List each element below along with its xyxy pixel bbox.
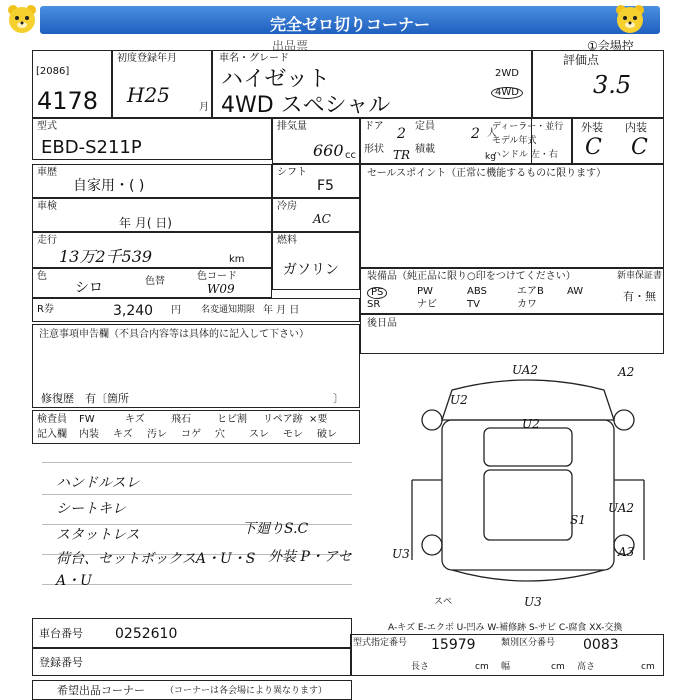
inspector-item: モレ — [283, 429, 303, 440]
doors-value: 2 — [397, 126, 406, 142]
lot-number: 4178 — [37, 87, 99, 115]
yen-unit: 円 — [171, 305, 181, 316]
sales-points-box — [360, 164, 664, 268]
name-label: 車名・グレード — [219, 53, 289, 64]
sheet-top-title: 出品票 — [272, 39, 309, 53]
remark-6: 下廻りS.C — [242, 521, 309, 537]
lot-cell — [32, 50, 112, 118]
cc-unit: cc — [345, 150, 356, 161]
inspector-item: 内装 — [79, 429, 99, 440]
mark-u3-left: U3 — [392, 547, 410, 561]
shift-label: シフト — [277, 167, 307, 178]
type-value: 15979 — [431, 637, 476, 653]
displacement-value: 660 — [313, 141, 344, 160]
mark-s1: S1 — [570, 513, 586, 527]
shape-value: TR — [393, 148, 411, 162]
reg-year-value: H25 — [127, 83, 170, 107]
auction-sheet — [32, 39, 664, 700]
dealer-label: ディーラー・並行 — [492, 122, 564, 132]
inspector-item: 飛石 — [171, 414, 191, 425]
displacement-label: 排気量 — [277, 121, 307, 132]
height-cm: cm — [641, 662, 655, 672]
equipment-item: PS — [367, 287, 387, 299]
color-value: シロ — [75, 280, 103, 296]
fuel-label: 燃料 — [277, 235, 297, 246]
mileage-cell — [32, 232, 272, 268]
new-car-value: 有・無 — [623, 290, 656, 303]
inspector-item: リペア跡 — [263, 414, 303, 425]
width-label: 幅 — [501, 662, 511, 672]
corner-title: 希望出品コーナー — [57, 684, 145, 697]
spare-label: スペ — [434, 597, 453, 607]
car-outline-icon — [392, 360, 664, 620]
equipment-item: カワ — [517, 299, 537, 310]
bear-mascot-left-icon — [4, 2, 40, 38]
fuel-value: ガソリン — [283, 262, 339, 278]
equipment-item: AW — [567, 286, 584, 297]
banner-title: 完全ゼロ切りコーナー — [269, 15, 430, 34]
remark-3: スタットレス — [56, 527, 140, 543]
model-value: EBD-S211P — [41, 137, 142, 158]
chassis-cell — [32, 618, 352, 648]
usage-value: 自家用・( ) — [73, 178, 145, 194]
recycle-cell — [32, 298, 360, 322]
equipment-item: ナビ — [417, 299, 437, 310]
chassis-value: 0252610 — [115, 626, 178, 642]
corner-note: （コーナーは各会場により異なります） — [165, 686, 328, 696]
interior-label: 内装 — [625, 121, 647, 134]
inspector-label: 検査員 — [37, 414, 67, 425]
equipment-box — [360, 268, 664, 314]
length-label: 長さ — [411, 662, 430, 672]
mark-u3-rear: U3 — [524, 595, 542, 609]
mark-a2: A2 — [618, 365, 635, 379]
inspection-value: 年 月( 日) — [119, 216, 172, 230]
mark-a3: A3 — [618, 545, 635, 559]
usage-label: 車歴 — [37, 167, 57, 178]
handle-label: ハンドル 左・右 — [492, 150, 558, 160]
inspection-label: 車検 — [37, 201, 57, 212]
remark-5: A・U — [56, 573, 92, 589]
drive-2wd: 2WD — [495, 68, 519, 79]
dealer-cell — [492, 118, 572, 164]
registration-label: 登録番号 — [39, 656, 83, 669]
score-label: 評価点 — [563, 53, 600, 67]
registration-cell — [32, 648, 352, 676]
load-label: 積載 — [415, 144, 435, 155]
fuel-cell — [272, 232, 360, 290]
category-value: 0083 — [583, 637, 619, 653]
recycle-value: 3,240 — [113, 303, 154, 319]
height-label: 高さ — [577, 662, 596, 672]
mileage-label: 走行 — [37, 235, 57, 246]
color-code-value: W09 — [207, 282, 235, 296]
inspector-item: FW — [79, 414, 95, 425]
capacity-label: 定員 — [415, 121, 435, 132]
category-label: 類別区分番号 — [501, 638, 556, 648]
bear-mascot-right-icon — [612, 2, 648, 38]
chassis-label: 車台番号 — [39, 627, 83, 640]
inspector-item: ヒビ割 — [217, 414, 247, 425]
remark-4: 荷台、セットボックスA・U・S — [56, 551, 256, 567]
equipment-item: TV — [467, 299, 480, 310]
remark-2: シートキレ — [56, 501, 126, 517]
drive-4wd: 4WD — [491, 87, 523, 99]
equipment-item: ABS — [467, 286, 487, 297]
inspector-item: 汚レ — [147, 429, 167, 440]
km-unit: km — [229, 254, 245, 265]
vehicle-grade: 4WD スペシャル — [221, 93, 391, 118]
rear-items-label: 後日品 — [367, 318, 397, 329]
equipment-label: 装備品（純正品に限り○印をつけてください） — [367, 271, 576, 282]
kg-unit: kg — [485, 152, 496, 162]
model-label: 型式 — [37, 121, 57, 132]
name-grade-cell — [212, 50, 532, 118]
color-cell — [32, 268, 272, 298]
deadline-value: 年 月 日 — [263, 305, 300, 316]
new-car-label: 新車保証書 — [617, 271, 663, 281]
lot-sub: [2086] — [36, 66, 70, 77]
entry-label: 記入欄 — [37, 429, 67, 440]
capacity-value: 2 — [471, 126, 480, 142]
car-diagram — [392, 360, 664, 620]
displacement-cell — [272, 118, 360, 164]
mark-u2-left: U2 — [450, 393, 468, 407]
mark-ua2-right: UA2 — [608, 501, 635, 515]
color-change-label: 色替 — [145, 276, 165, 287]
venue-copy-label: ①会場控 — [587, 39, 634, 53]
inspection-cell — [32, 198, 272, 232]
exterior-label: 外装 — [581, 121, 603, 134]
color-label: 色 — [37, 271, 47, 282]
remark-1: ハンドルスレ — [56, 475, 140, 491]
mark-ua2-front: UA2 — [512, 363, 539, 377]
interior-grade: C — [631, 135, 648, 160]
usage-cell — [32, 164, 272, 198]
exterior-grade: C — [585, 135, 602, 160]
damage-legend: A-キズ E-エクボ U-凹み W-補修跡 S-サビ C-腐食 XX-交換 — [388, 623, 623, 633]
inspector-item: キズ — [113, 429, 133, 440]
top-banner — [0, 0, 700, 40]
inspector-item: コゲ — [181, 429, 201, 440]
person-unit: 人 — [487, 128, 497, 139]
banner-bar — [40, 6, 660, 34]
model-cell — [32, 118, 272, 160]
mark-u2-hood: U2 — [522, 417, 540, 431]
vehicle-name: ハイゼット — [221, 67, 330, 92]
shape-label: 形状 — [364, 144, 384, 155]
inspector-item: 破レ — [317, 429, 337, 440]
notes-label: 注意事項申告欄（不具合内容等は具体的に記入して下さい） — [39, 329, 309, 340]
color-code-label: 色コード — [197, 271, 237, 282]
ac-value: AC — [313, 212, 331, 226]
recycle-label: R券 — [37, 304, 54, 315]
shift-cell — [272, 164, 360, 198]
inspector-item: 穴 — [215, 429, 225, 440]
notes-box — [32, 324, 360, 408]
inspector-item: スレ — [249, 429, 269, 440]
repair-label: 修復歴 有〔箇所 — [41, 392, 129, 405]
score-value: 3.5 — [593, 71, 632, 99]
corner-box — [32, 680, 352, 700]
rear-items-box — [360, 314, 664, 354]
ac-cell — [272, 198, 360, 232]
ext-int-cell — [572, 118, 664, 164]
inspector-item: キズ — [125, 414, 145, 425]
ac-label: 冷房 — [277, 201, 297, 212]
remark-7: 外装 P・アセ — [268, 549, 352, 565]
equipment-item: SR — [367, 299, 381, 310]
equipment-item: PW — [417, 286, 433, 297]
length-cm: cm — [475, 662, 489, 672]
month-suffix: 月 — [199, 102, 209, 113]
model-year-label: モデル年式 — [492, 136, 537, 146]
spec-box — [350, 634, 664, 676]
reg-year-cell — [112, 50, 212, 118]
door-label: ドア — [364, 121, 384, 132]
type-label: 型式指定番号 — [353, 638, 408, 648]
reg-year-label: 初度登録年月 — [117, 53, 177, 64]
sales-points-label: セールスポイント（正常に機能するものに限ります） — [367, 168, 607, 179]
inspector-box — [32, 410, 360, 444]
deadline-label: 名変通知期限 — [201, 305, 256, 315]
shift-value: F5 — [317, 178, 334, 194]
mileage-value: 13万2千539 — [59, 247, 153, 266]
repair-end: 〕 — [333, 392, 344, 405]
inspector-item: ×要 — [309, 414, 328, 425]
equipment-item: エアB — [517, 286, 544, 297]
score-cell — [532, 50, 664, 118]
width-cm: cm — [551, 662, 565, 672]
